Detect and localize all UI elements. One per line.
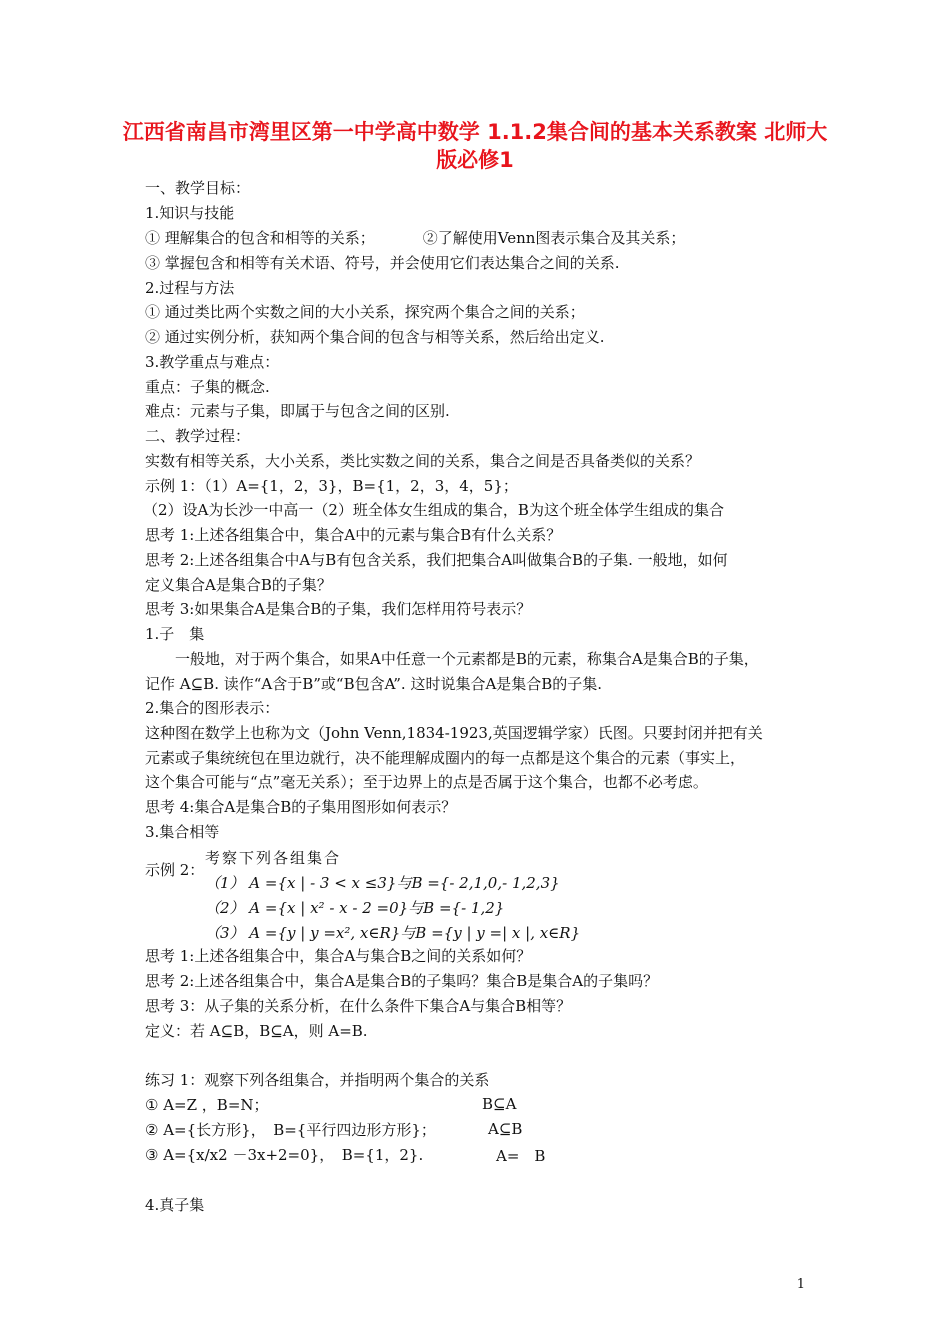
venn-paragraph: 这种图在数学上也称为文（John Venn,1834-1923,英国逻辑学家）氏图。只要封闭并把有关 [145,724,763,742]
think-3: 思考 3:如果集合A是集合B的子集，我们怎样用符号表示？ [145,600,532,618]
subsection-heading: 4.真子集 [145,1196,205,1214]
subsection-heading: 3.集合相等 [145,823,220,841]
example-1: 示例 1：（1）A={1，2，3}，B={1，2，3，4，5}； [145,477,518,495]
venn-paragraph: 这个集合可能与“点”毫无关系）；至于边界上的点是否属于这个集合，也都不必考虑。 [145,773,708,791]
section-heading: 一、教学目标： [145,179,251,197]
subsection-heading: 2.集合的图形表示： [145,699,280,717]
section-heading: 二、教学过程： [145,427,251,445]
definition-paragraph: 一般地，对于两个集合，如果A中任意一个元素都是B的元素，称集合A是集合B的子集， [175,650,759,668]
example-2-heading: 考察下列各组集合 [205,849,342,867]
think-1: 思考 1:上述各组集合中，集合A与集合B之间的关系如何？ [145,947,532,965]
practice-heading: 练习 1：观察下列各组集合，并指明两个集合的关系 [145,1071,490,1089]
think-4: 思考 4:集合A是集合B的子集用图形如何表示？ [145,798,457,816]
think-1: 思考 1:上述各组集合中，集合A中的元素与集合B有什么关系？ [145,526,562,544]
definition-paragraph-cont: 记作 A⊆B. 读作“A含于B”或“B包含A”. 这时说集合A是集合B的子集. [145,675,603,693]
objective-3: ③ 掌握包含和相等有关术语、符号，并会使用它们表达集合之间的关系. [145,254,620,272]
subsection-heading: 3.教学重点与难点： [145,353,280,371]
example-1-part2: （2）设A为长沙一中高一（2）班全体女生组成的集合，B为这个班全体学生组成的集合 [143,501,724,519]
example-2-label: 示例 2： [145,861,205,879]
subsection-heading: 1.子 集 [145,625,205,643]
practice-item-answer: A⊆B [488,1120,523,1138]
process-1: ① 通过类比两个实数之间的大小关系，探究两个集合之间的关系； [145,303,585,321]
practice-item-left: ③ A={x/x2 －3x+2=0}， B={1，2}. [145,1146,424,1164]
example-2-formula-box [205,846,665,946]
subsection-heading: 2.过程与方法 [145,279,235,297]
think-2-cont: 定义集合A是集合B的子集？ [145,576,332,594]
paragraph: 实数有相等关系，大小关系，类比实数之间的关系，集合之间是否具备类似的关系？ [145,452,701,470]
think-2: 思考 2:上述各组集合中，集合A是集合B的子集吗？集合B是集合A的子集吗？ [145,972,659,990]
definition: 定义：若 A⊆B，B⊆A，则 A=B. [145,1022,368,1040]
think-3: 思考 3：从子集的关系分析，在什么条件下集合A与集合B相等？ [145,997,572,1015]
example-2-item: （2） A ={x | x² - x - 2 =0}与B ={- 1,2} [205,899,505,917]
page-number: 1 [796,1277,805,1292]
difficulty: 难点：元素与子集，即属于与包含之间的区别. [145,402,450,420]
objective-line [145,228,685,248]
objective-2: ②了解使用Venn图表示集合及其关系； [422,229,686,247]
objective-1: ① 理解集合的包含和相等的关系； [145,229,375,247]
document-title: 江西省南昌市湾里区第一中学高中数学 1.1.2集合间的基本关系教案 北师大版必修1 [122,120,828,172]
example-2-item: （1） A ={x | - 3 < x ≤3}与B ={- 2,1,0,- 1,2,3} [205,874,560,892]
key-point: 重点：子集的概念. [145,378,270,396]
think-2: 思考 2:上述各组集合中A与B有包含关系，我们把集合A叫做集合B的子集. 一般地，如何 [145,551,728,569]
practice-item-answer: B⊆A [482,1095,517,1113]
example-2-item: （3） A ={y | y =x², x∈R}与B ={y | y =| x |, x∈R} [205,924,581,942]
subsection-heading: 1.知识与技能 [145,204,235,222]
practice-item-left: ② A={长方形}， B={平行四边形方形}； [145,1121,436,1139]
process-2: ② 通过实例分析，获知两个集合间的包含与相等关系，然后给出定义. [145,328,605,346]
practice-item-answer: A= B [496,1147,546,1165]
practice-item-left: ① A=Z ，B=N； [145,1096,269,1114]
venn-paragraph: 元素或子集统统包在里边就行，决不能理解成圈内的每一点都是这个集合的元素（事实上， [145,749,746,767]
